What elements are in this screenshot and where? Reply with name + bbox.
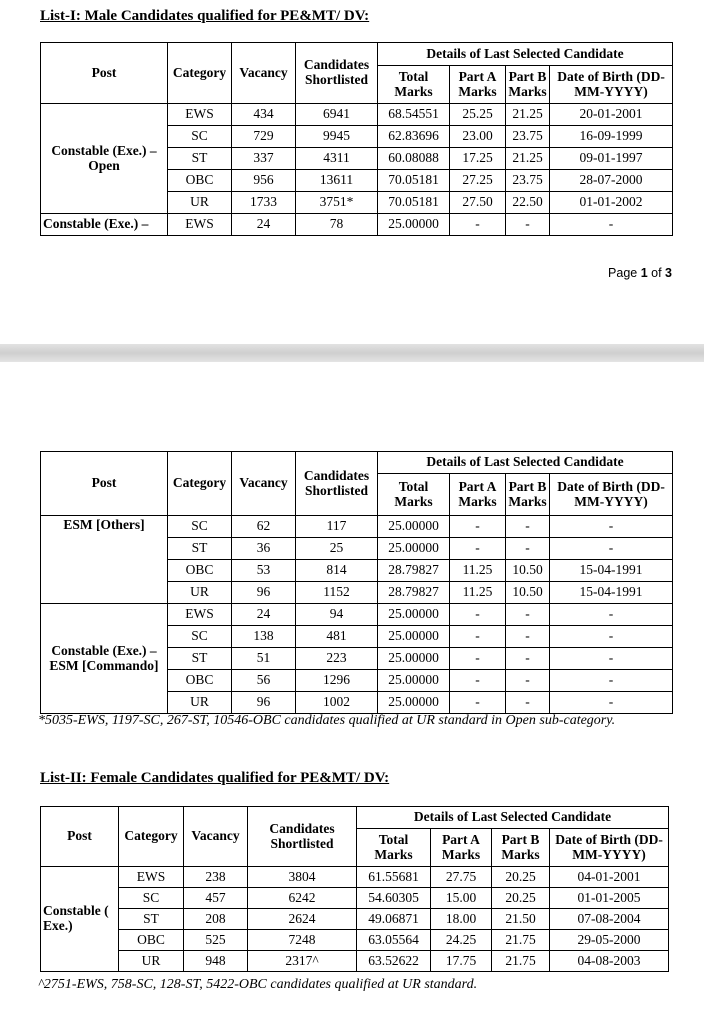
- cell-shortlisted: 25: [296, 538, 378, 560]
- cell-dob: 01-01-2002: [550, 192, 673, 214]
- cell-category: OBC: [168, 670, 232, 692]
- cell-category: UR: [168, 582, 232, 604]
- cell-dob: 20-01-2001: [550, 104, 673, 126]
- cell-category: OBC: [168, 170, 232, 192]
- header-shortlisted: Candidates Shortlisted: [296, 452, 378, 516]
- cell-shortlisted: 6242: [248, 888, 357, 909]
- header-category: Category: [119, 807, 184, 867]
- cell-shortlisted: 3804: [248, 867, 357, 888]
- cell-part-a: 25.25: [450, 104, 506, 126]
- cell-total: 49.06871: [357, 909, 431, 930]
- cell-dob: 04-01-2001: [550, 867, 669, 888]
- cell-vacancy: 434: [232, 104, 296, 126]
- cell-dob: -: [550, 538, 673, 560]
- cell-part-a: 17.25: [450, 148, 506, 170]
- cell-total: 68.54551: [378, 104, 450, 126]
- cell-dob: 28-07-2000: [550, 170, 673, 192]
- cell-part-b: -: [506, 516, 550, 538]
- cell-part-a: 18.00: [431, 909, 492, 930]
- header-total-marks: Total Marks: [378, 66, 450, 104]
- cell-part-b: 10.50: [506, 560, 550, 582]
- header-total-marks: Total Marks: [378, 474, 450, 516]
- cell-total: 63.05564: [357, 930, 431, 951]
- cell-part-b: 21.75: [492, 951, 550, 972]
- cell-part-b: 21.25: [506, 104, 550, 126]
- header-part-a: Part A Marks: [431, 829, 492, 867]
- cell-total: 70.05181: [378, 170, 450, 192]
- cell-shortlisted: 6941: [296, 104, 378, 126]
- header-category: Category: [168, 452, 232, 516]
- cell-category: EWS: [119, 867, 184, 888]
- cell-vacancy: 96: [232, 582, 296, 604]
- cell-shortlisted: 117: [296, 516, 378, 538]
- cell-dob: 04-08-2003: [550, 951, 669, 972]
- cell-shortlisted: 9945: [296, 126, 378, 148]
- page-sep: of: [647, 266, 666, 280]
- cell-category: SC: [119, 888, 184, 909]
- cell-total: 60.08088: [378, 148, 450, 170]
- cell-total: 70.05181: [378, 192, 450, 214]
- cell-shortlisted: 223: [296, 648, 378, 670]
- cell-total: 25.00000: [378, 214, 450, 236]
- cell-part-a: -: [450, 670, 506, 692]
- cell-part-a: -: [450, 214, 506, 236]
- header-part-b: Part B Marks: [492, 829, 550, 867]
- cell-category: OBC: [168, 560, 232, 582]
- cell-shortlisted: 94: [296, 604, 378, 626]
- cell-vacancy: 457: [184, 888, 248, 909]
- header-post: Post: [41, 807, 119, 867]
- cell-vacancy: 138: [232, 626, 296, 648]
- cell-vacancy: 1733: [232, 192, 296, 214]
- cell-total: 25.00000: [378, 626, 450, 648]
- cell-dob: -: [550, 670, 673, 692]
- cell-vacancy: 337: [232, 148, 296, 170]
- cell-vacancy: 525: [184, 930, 248, 951]
- cell-category: UR: [119, 951, 184, 972]
- cell-total: 25.00000: [378, 670, 450, 692]
- cell-vacancy: 56: [232, 670, 296, 692]
- header-vacancy: Vacancy: [232, 452, 296, 516]
- cell-vacancy: 96: [232, 692, 296, 714]
- cell-part-b: -: [506, 538, 550, 560]
- header-dob: Date of Birth (DD-MM-YYYY): [550, 66, 673, 104]
- cell-shortlisted: 814: [296, 560, 378, 582]
- cell-total: 25.00000: [378, 516, 450, 538]
- page-current: 1: [640, 266, 648, 280]
- header-vacancy: Vacancy: [232, 43, 296, 104]
- cell-vacancy: 729: [232, 126, 296, 148]
- header-part-a: Part A Marks: [450, 66, 506, 104]
- cell-total: 25.00000: [378, 604, 450, 626]
- cell-shortlisted: 78: [296, 214, 378, 236]
- cell-part-a: -: [450, 538, 506, 560]
- cell-part-b: 20.25: [492, 867, 550, 888]
- cell-part-a: -: [450, 516, 506, 538]
- cell-part-b: -: [506, 604, 550, 626]
- cell-part-b: 22.50: [506, 192, 550, 214]
- post-constable-esm: Constable (Exe.) –: [41, 214, 168, 236]
- cell-vacancy: 53: [232, 560, 296, 582]
- cell-part-b: 21.50: [492, 909, 550, 930]
- cell-dob: 01-01-2005: [550, 888, 669, 909]
- header-post: Post: [41, 43, 168, 104]
- cell-part-a: -: [450, 626, 506, 648]
- cell-total: 63.52622: [357, 951, 431, 972]
- cell-part-b: 23.75: [506, 170, 550, 192]
- cell-part-a: 23.00: [450, 126, 506, 148]
- post-esm-others: ESM [Others]: [41, 516, 168, 604]
- page-prefix: Page: [608, 266, 641, 280]
- cell-part-a: 17.75: [431, 951, 492, 972]
- cell-part-b: 23.75: [506, 126, 550, 148]
- cell-shortlisted: 1002: [296, 692, 378, 714]
- cell-category: SC: [168, 626, 232, 648]
- header-shortlisted: Candidates Shortlisted: [296, 43, 378, 104]
- header-shortlisted: Candidates Shortlisted: [248, 807, 357, 867]
- cell-category: UR: [168, 192, 232, 214]
- cell-part-a: 11.25: [450, 582, 506, 604]
- cell-dob: -: [550, 692, 673, 714]
- list2-footnote: ^2751-EWS, 758-SC, 128-ST, 5422-OBC candidates qualified at UR standard.: [38, 977, 478, 992]
- cell-total: 25.00000: [378, 692, 450, 714]
- cell-total: 25.00000: [378, 538, 450, 560]
- header-total-marks: Total Marks: [357, 829, 431, 867]
- cell-category: ST: [168, 648, 232, 670]
- cell-dob: 29-05-2000: [550, 930, 669, 951]
- cell-part-a: 27.50: [450, 192, 506, 214]
- cell-part-a: 11.25: [450, 560, 506, 582]
- cell-vacancy: 51: [232, 648, 296, 670]
- page-number: [608, 266, 672, 280]
- cell-dob: -: [550, 604, 673, 626]
- cell-dob: -: [550, 626, 673, 648]
- cell-part-b: -: [506, 626, 550, 648]
- cell-vacancy: 24: [232, 214, 296, 236]
- cell-vacancy: 36: [232, 538, 296, 560]
- cell-vacancy: 238: [184, 867, 248, 888]
- cell-category: SC: [168, 516, 232, 538]
- cell-shortlisted: 2624: [248, 909, 357, 930]
- cell-part-a: 24.25: [431, 930, 492, 951]
- cell-category: ST: [168, 148, 232, 170]
- cell-part-b: -: [506, 214, 550, 236]
- cell-dob: 16-09-1999: [550, 126, 673, 148]
- cell-category: ST: [168, 538, 232, 560]
- header-details: Details of Last Selected Candidate: [357, 807, 669, 829]
- header-part-b: Part B Marks: [506, 474, 550, 516]
- cell-shortlisted: 13611: [296, 170, 378, 192]
- cell-category: UR: [168, 692, 232, 714]
- cell-category: EWS: [168, 214, 232, 236]
- cell-category: EWS: [168, 604, 232, 626]
- page-divider: [0, 344, 704, 362]
- header-details: Details of Last Selected Candidate: [378, 43, 673, 66]
- header-part-b: Part B Marks: [506, 66, 550, 104]
- cell-category: EWS: [168, 104, 232, 126]
- cell-total: 61.55681: [357, 867, 431, 888]
- cell-part-b: 21.25: [506, 148, 550, 170]
- cell-shortlisted: 7248: [248, 930, 357, 951]
- cell-category: ST: [119, 909, 184, 930]
- cell-part-a: 27.25: [450, 170, 506, 192]
- cell-vacancy: 208: [184, 909, 248, 930]
- cell-category: SC: [168, 126, 232, 148]
- cell-category: OBC: [119, 930, 184, 951]
- cell-dob: -: [550, 516, 673, 538]
- list2-title: List-II: Female Candidates qualified for PE&MT/ DV:: [40, 770, 390, 786]
- cell-dob: 09-01-1997: [550, 148, 673, 170]
- list1-continued-table: [40, 451, 673, 714]
- cell-part-b: 21.75: [492, 930, 550, 951]
- cell-vacancy: 956: [232, 170, 296, 192]
- header-dob: Date of Birth (DD-MM-YYYY): [550, 829, 669, 867]
- cell-dob: 15-04-1991: [550, 560, 673, 582]
- cell-part-a: -: [450, 604, 506, 626]
- cell-total: 62.83696: [378, 126, 450, 148]
- cell-vacancy: 62: [232, 516, 296, 538]
- list2-table: [40, 806, 669, 972]
- cell-part-a: -: [450, 692, 506, 714]
- page-total: 3: [665, 266, 672, 280]
- cell-shortlisted: 481: [296, 626, 378, 648]
- cell-shortlisted: 1296: [296, 670, 378, 692]
- cell-dob: 07-08-2004: [550, 909, 669, 930]
- cell-part-a: 15.00: [431, 888, 492, 909]
- cell-part-a: -: [450, 648, 506, 670]
- cell-part-b: -: [506, 692, 550, 714]
- cell-total: 28.79827: [378, 560, 450, 582]
- post-constable-open: Constable (Exe.) – Open: [41, 104, 168, 214]
- list1-title: List-I: Male Candidates qualified for PE&MT/ DV:: [40, 8, 370, 24]
- cell-dob: 15-04-1991: [550, 582, 673, 604]
- cell-shortlisted: 4311: [296, 148, 378, 170]
- header-vacancy: Vacancy: [184, 807, 248, 867]
- cell-part-a: 27.75: [431, 867, 492, 888]
- cell-part-b: -: [506, 670, 550, 692]
- header-part-a: Part A Marks: [450, 474, 506, 516]
- post-constable-esm-commando: Constable (Exe.) – ESM [Commando]: [41, 604, 168, 714]
- cell-part-b: -: [506, 648, 550, 670]
- cell-part-b: 10.50: [506, 582, 550, 604]
- post-constable-exe: Constable ( Exe.): [41, 867, 119, 972]
- cell-dob: -: [550, 214, 673, 236]
- cell-shortlisted: 1152: [296, 582, 378, 604]
- cell-part-b: 20.25: [492, 888, 550, 909]
- cell-total: 25.00000: [378, 648, 450, 670]
- cell-dob: -: [550, 648, 673, 670]
- list1-table: [40, 42, 673, 236]
- cell-total: 28.79827: [378, 582, 450, 604]
- cell-total: 54.60305: [357, 888, 431, 909]
- cell-shortlisted: 3751*: [296, 192, 378, 214]
- header-category: Category: [168, 43, 232, 104]
- cell-shortlisted: 2317^: [248, 951, 357, 972]
- header-details: Details of Last Selected Candidate: [378, 452, 673, 474]
- cell-vacancy: 948: [184, 951, 248, 972]
- header-post: Post: [41, 452, 168, 516]
- list1-footnote: *5035-EWS, 1197-SC, 267-ST, 10546-OBC candidates qualified at UR standard in Open sub-category.: [38, 713, 616, 728]
- header-dob: Date of Birth (DD-MM-YYYY): [550, 474, 673, 516]
- cell-vacancy: 24: [232, 604, 296, 626]
